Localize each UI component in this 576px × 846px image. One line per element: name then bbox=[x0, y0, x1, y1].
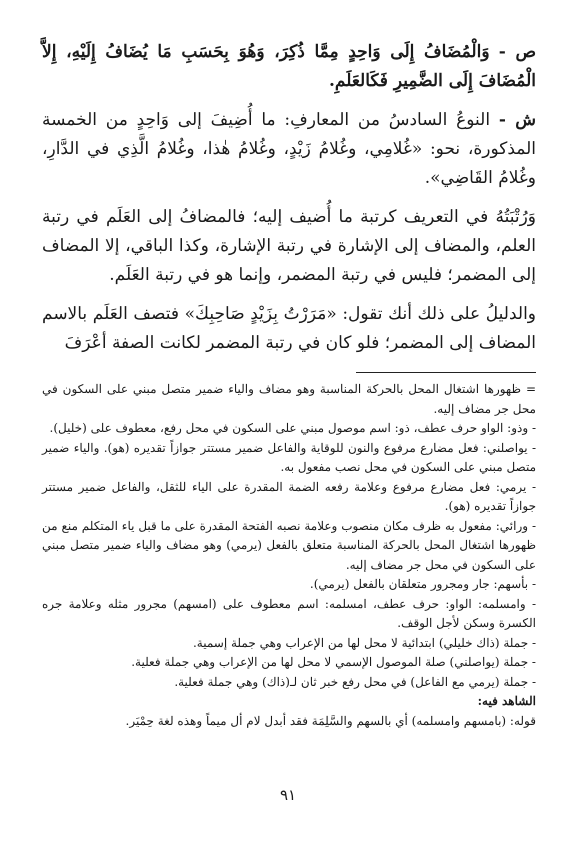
paragraph-text: وَالْمُضَافُ إِلَى وَاحِدٍ مِمَّا ذُكِرَ، وَهُوَ بِحَسَبِ مَا يُضَافُ إِلَيْهِ، إِلاَّ الْمُضَافَ إِلَى الضَّمِيرِ فَكَالعَلَمِ. bbox=[42, 42, 536, 91]
page-number: ٩١ bbox=[279, 786, 297, 804]
paragraph-label: ص - bbox=[498, 42, 536, 62]
paragraph-rank bbox=[42, 203, 536, 290]
continuation-mark: = bbox=[525, 382, 537, 396]
footnote-line: - يرمي: فعل مضارع مرفوع وعلامة رفعه الضمة المقدرة على الياء للثقل، والفاعل ضمير مستتر جوازاً تقديره (هو). bbox=[42, 479, 536, 513]
footnote-line: - ورائي: مفعول به ظرف مكان منصوب وعلامة نصبه الفتحة المقدرة على ما قبل ياء المتكلم منع من ظهورها اشتغال المحل بالحركة المناسبة متعلق بالفعل (يرمي) وهو مضاف والياء ضمير متصل مبني على السكون في محل جر مضاف إليه. bbox=[42, 518, 536, 572]
footnote-line: = ظهورها اشتغال المحل بالحركة المناسبة وهو مضاف والياء ضمير متصل مبني على السكون في محل جر مضاف إليه. bbox=[42, 382, 537, 416]
paragraph-sad bbox=[42, 38, 536, 96]
footnote-line: - جملة (يرمي مع الفاعل) في محل رفع خبر ثان لـ(ذاك) وهي جملة فعلية. bbox=[174, 674, 536, 689]
page bbox=[42, 38, 536, 846]
paragraph-label: ش - bbox=[498, 110, 536, 130]
footnote-line: - يواصلني: فعل مضارع مرفوع والنون للوقاية والفاعل ضمير مستتر جوازاً تقديره (هو). والياء ضمير متصل مبني على السكون في محل نصب مفعول به. bbox=[42, 440, 536, 474]
footnote-line: قوله: (بامسهم وامسلمه) أي بالسهم والسَّلِمَة فقد أبدل لام أل ميماً وهذه لغة حِمْيَر. bbox=[125, 713, 536, 728]
footnote-line: - جملة (يواصلني) صلة الموصول الإسمي لا محل لها من الإعراب وهي جملة فعلية. bbox=[131, 655, 536, 669]
footnote-line: - جملة (ذاك خليلي) ابتدائية لا محل لها من الإعراب وهي جملة إسمية. bbox=[192, 635, 536, 650]
footnote-line: - وامسلمه: الواو: حرف عطف، امسلمه: اسم معطوف على (امسهم) مجرور مثله وعلامة جره الكسرة وسكن لأجل الوقف. bbox=[42, 596, 536, 630]
paragraph-evidence bbox=[42, 300, 536, 358]
paragraph-text: والدليلُ على ذلك أنك تقول: «مَرَرْتُ بِزَيْدٍ صَاحِبِكَ» فتصف العَلَم بالاسم المضاف إلى المضمر؛ فلو كان في رتبة المضمر لكانت الصفة أعْرَفَ bbox=[42, 304, 536, 353]
footnote-line: - وذو: الواو حرف عطف، ذو: اسم موصول مبني على السكون في محل رفع، معطوف على (خليل). bbox=[49, 421, 536, 435]
paragraph-text: النوعُ السادسُ من المعارفِ: ما أُضِيفَ إلى وَاحِدٍ من الخمسة المذكورة، نحو: «غُلامِي، وغُلامُ زَيْدٍ، وغُلامُ هٰذا، وغُلامُ الَّذِي في الدَّارِ، وغُلامُ القَاضِي». bbox=[42, 110, 536, 188]
divider-line bbox=[356, 372, 536, 373]
footnotes bbox=[42, 380, 536, 731]
main-text bbox=[42, 38, 536, 358]
paragraph-shin bbox=[42, 106, 536, 193]
paragraph-text: وَرُتْبَتُهُ في التعريف كرتبة ما أُضيف إليه؛ فالمضافُ إلى العَلَم في رتبة العلم، والمضاف إلى الإشارة في رتبة الإشارة، وكذا الباقي، إلا المضاف إلى المضمر؛ فليس في رتبة المضمر، وإنما هو في رتبة العَلَم. bbox=[42, 207, 536, 285]
footnote-heading: الشاهد فيه: bbox=[477, 694, 536, 708]
footnote-line: - بأسهم: جار ومجرور متعلقان بالفعل (يرمي). bbox=[309, 577, 536, 591]
